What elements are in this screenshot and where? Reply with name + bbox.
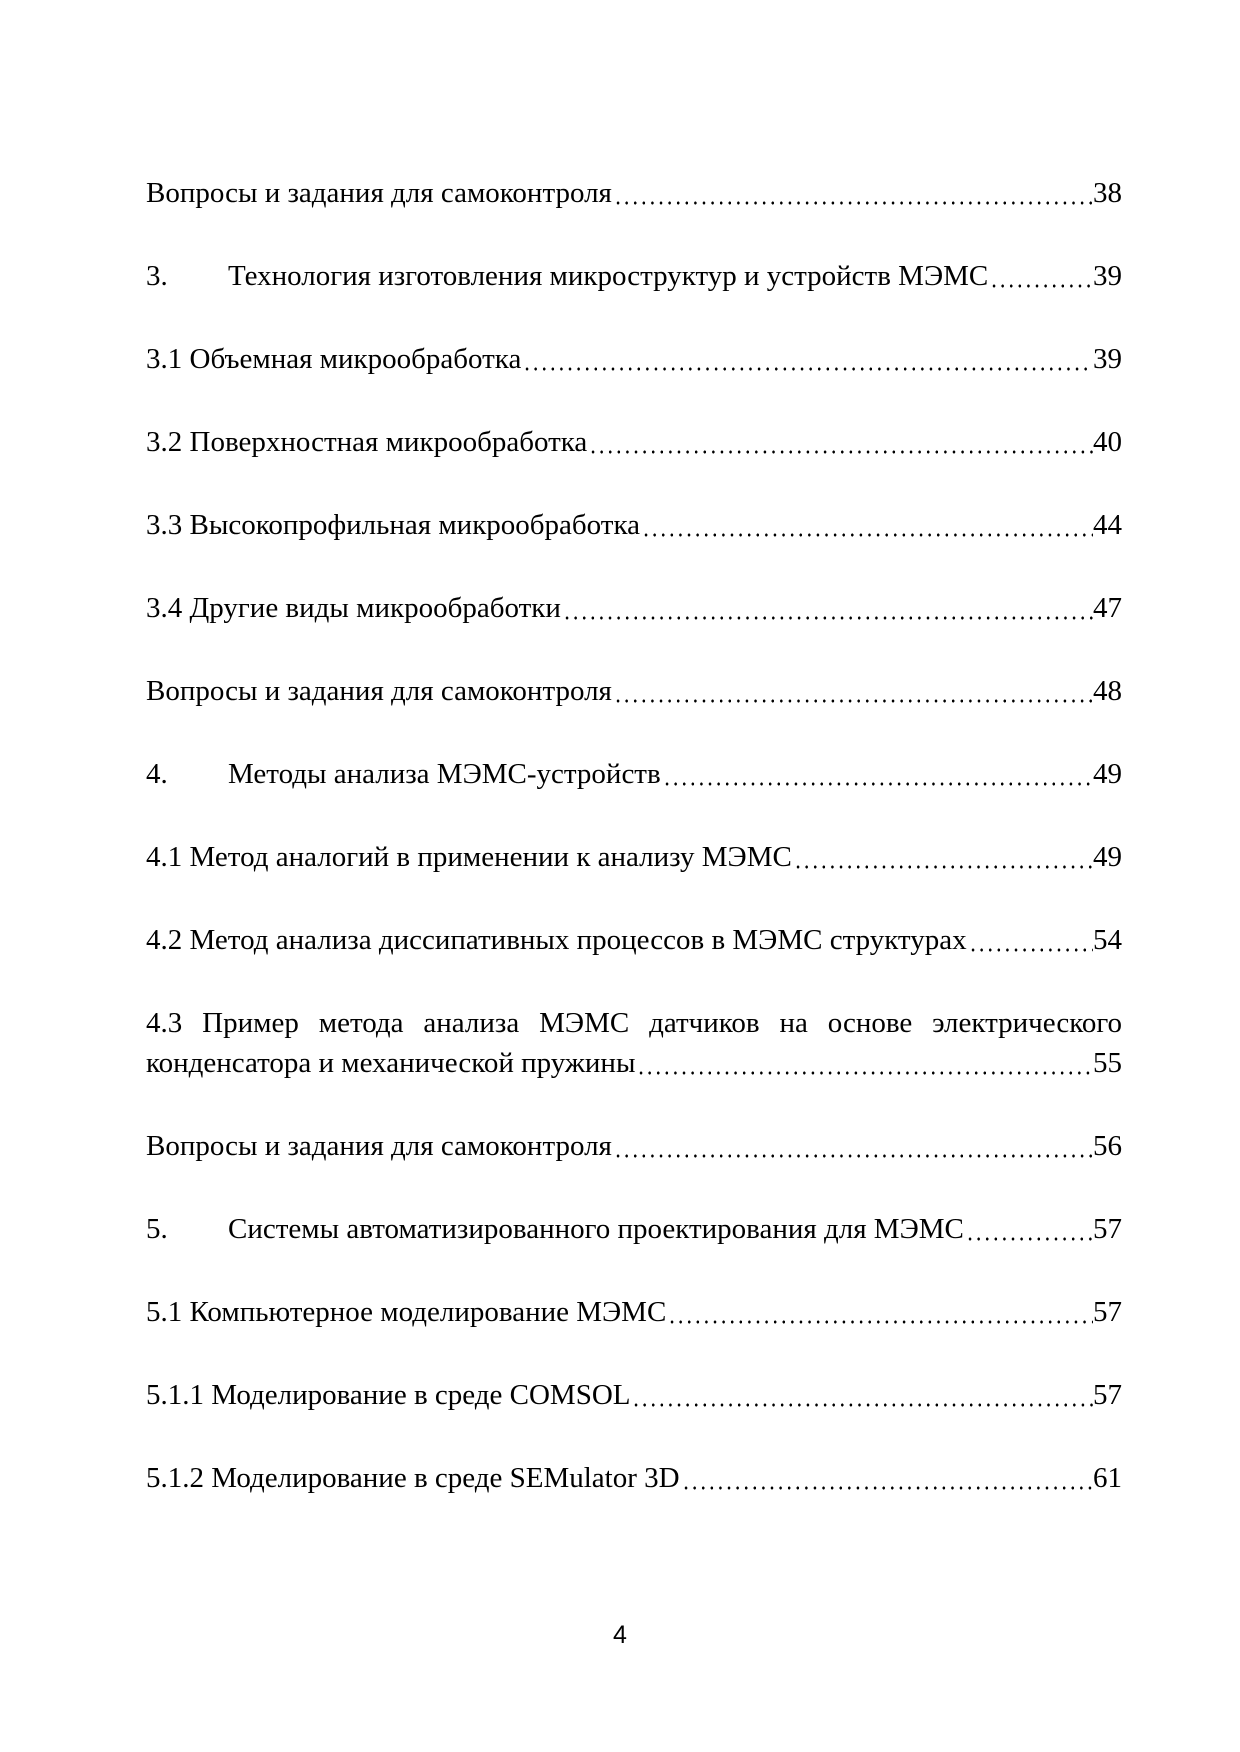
- dot-leader: [967, 920, 1093, 960]
- toc-entry: [146, 1292, 1122, 1332]
- toc-entry-page: 55: [1093, 1047, 1122, 1079]
- toc-entry-page: 57: [1093, 1296, 1122, 1328]
- toc-entry-title: 3.1 Объемная микрообработка: [146, 343, 522, 375]
- toc-entry: [146, 671, 1122, 711]
- toc-entry: [146, 837, 1122, 877]
- toc-entry-page: 39: [1093, 260, 1122, 292]
- toc-entry: [146, 754, 1122, 794]
- toc-entry-number: 3.: [146, 260, 168, 292]
- dot-leader: [612, 1126, 1093, 1166]
- toc-entry-title: 5.1.2 Моделирование в среде SEMulator 3D: [146, 1462, 680, 1494]
- toc-entry: [146, 422, 1122, 462]
- toc-entry-page: 49: [1093, 758, 1122, 790]
- toc-entry-page: 39: [1093, 343, 1122, 375]
- dot-leader: [630, 1375, 1093, 1415]
- toc-entry: [146, 588, 1122, 628]
- toc-entry-page: 61: [1093, 1462, 1122, 1494]
- dot-leader: [612, 671, 1093, 711]
- toc-entry-title: 4.1 Метод аналогий в применении к анализу МЭМС: [146, 841, 792, 873]
- dot-leader: [792, 837, 1093, 877]
- toc-entry-number: 4.: [146, 758, 168, 790]
- page-number: 4: [613, 1621, 627, 1649]
- dot-leader: [666, 1292, 1093, 1332]
- dot-leader: [521, 339, 1093, 379]
- toc-entry-title-line2: конденсатора и механической пружины: [146, 1047, 636, 1079]
- toc-entry: [146, 1375, 1122, 1415]
- toc-entry-title: Методы анализа МЭМС-устройств: [228, 758, 661, 790]
- dot-leader: [988, 256, 1093, 296]
- toc-entry-title: Системы автоматизированного проектирования для МЭМС: [228, 1213, 964, 1245]
- dot-leader: [661, 754, 1093, 794]
- toc-entry: [146, 1209, 1122, 1249]
- dot-leader: [640, 505, 1093, 545]
- toc-entry: [146, 1458, 1122, 1498]
- dot-leader: [680, 1458, 1093, 1498]
- toc-entry: [146, 173, 1122, 213]
- toc-entry-page: 47: [1093, 592, 1122, 624]
- toc-entry-page: 38: [1093, 177, 1122, 209]
- toc-entry-page: 57: [1093, 1213, 1122, 1245]
- toc-entry-page: 56: [1093, 1130, 1122, 1162]
- toc-entry-title: 5.1.1 Моделирование в среде COMSOL: [146, 1379, 631, 1411]
- toc-entry-title: Вопросы и задания для самоконтроля: [146, 1130, 612, 1162]
- toc-entry-line2: [146, 1043, 1122, 1083]
- toc-entry-number: 5.: [146, 1213, 168, 1245]
- toc-entry-title: Технология изготовления микроструктур и устройств МЭМС: [228, 260, 989, 292]
- toc-entry-page: 49: [1093, 841, 1122, 873]
- toc-entry: [146, 339, 1122, 379]
- toc-entry-title: 3.2 Поверхностная микрообработка: [146, 426, 588, 458]
- toc-entry-page: 40: [1093, 426, 1122, 458]
- toc-entry-title: 3.4 Другие виды микрообработки: [146, 592, 561, 624]
- table-of-contents: [146, 173, 1122, 1541]
- toc-entry-page: 54: [1093, 924, 1122, 956]
- toc-entry-title: Вопросы и задания для самоконтроля: [146, 675, 612, 707]
- toc-entry-title: 5.1 Компьютерное моделирование МЭМС: [146, 1296, 667, 1328]
- toc-entry: [146, 1126, 1122, 1166]
- dot-leader: [561, 588, 1093, 628]
- toc-entry-page: 48: [1093, 675, 1122, 707]
- dot-leader: [612, 173, 1093, 213]
- toc-entry-page: 44: [1093, 509, 1122, 541]
- toc-entry-page: 57: [1093, 1379, 1122, 1411]
- dot-leader: [635, 1043, 1093, 1083]
- toc-entry-title: Вопросы и задания для самоконтроля: [146, 177, 612, 209]
- toc-entry: [146, 920, 1122, 960]
- toc-entry: [146, 505, 1122, 545]
- toc-entry: [146, 256, 1122, 296]
- toc-entry-title: 4.2 Метод анализа диссипативных процессов в МЭМС структурах: [146, 924, 967, 956]
- dot-leader: [587, 422, 1093, 462]
- toc-entry-title-line1: 4.3 Пример метода анализа МЭМС датчиков на основе электрического: [146, 1007, 1122, 1039]
- dot-leader: [964, 1209, 1093, 1249]
- toc-entry-title: 3.3 Высокопрофильная микрообработка: [146, 509, 640, 541]
- toc-entry-multiline: [146, 1003, 1122, 1083]
